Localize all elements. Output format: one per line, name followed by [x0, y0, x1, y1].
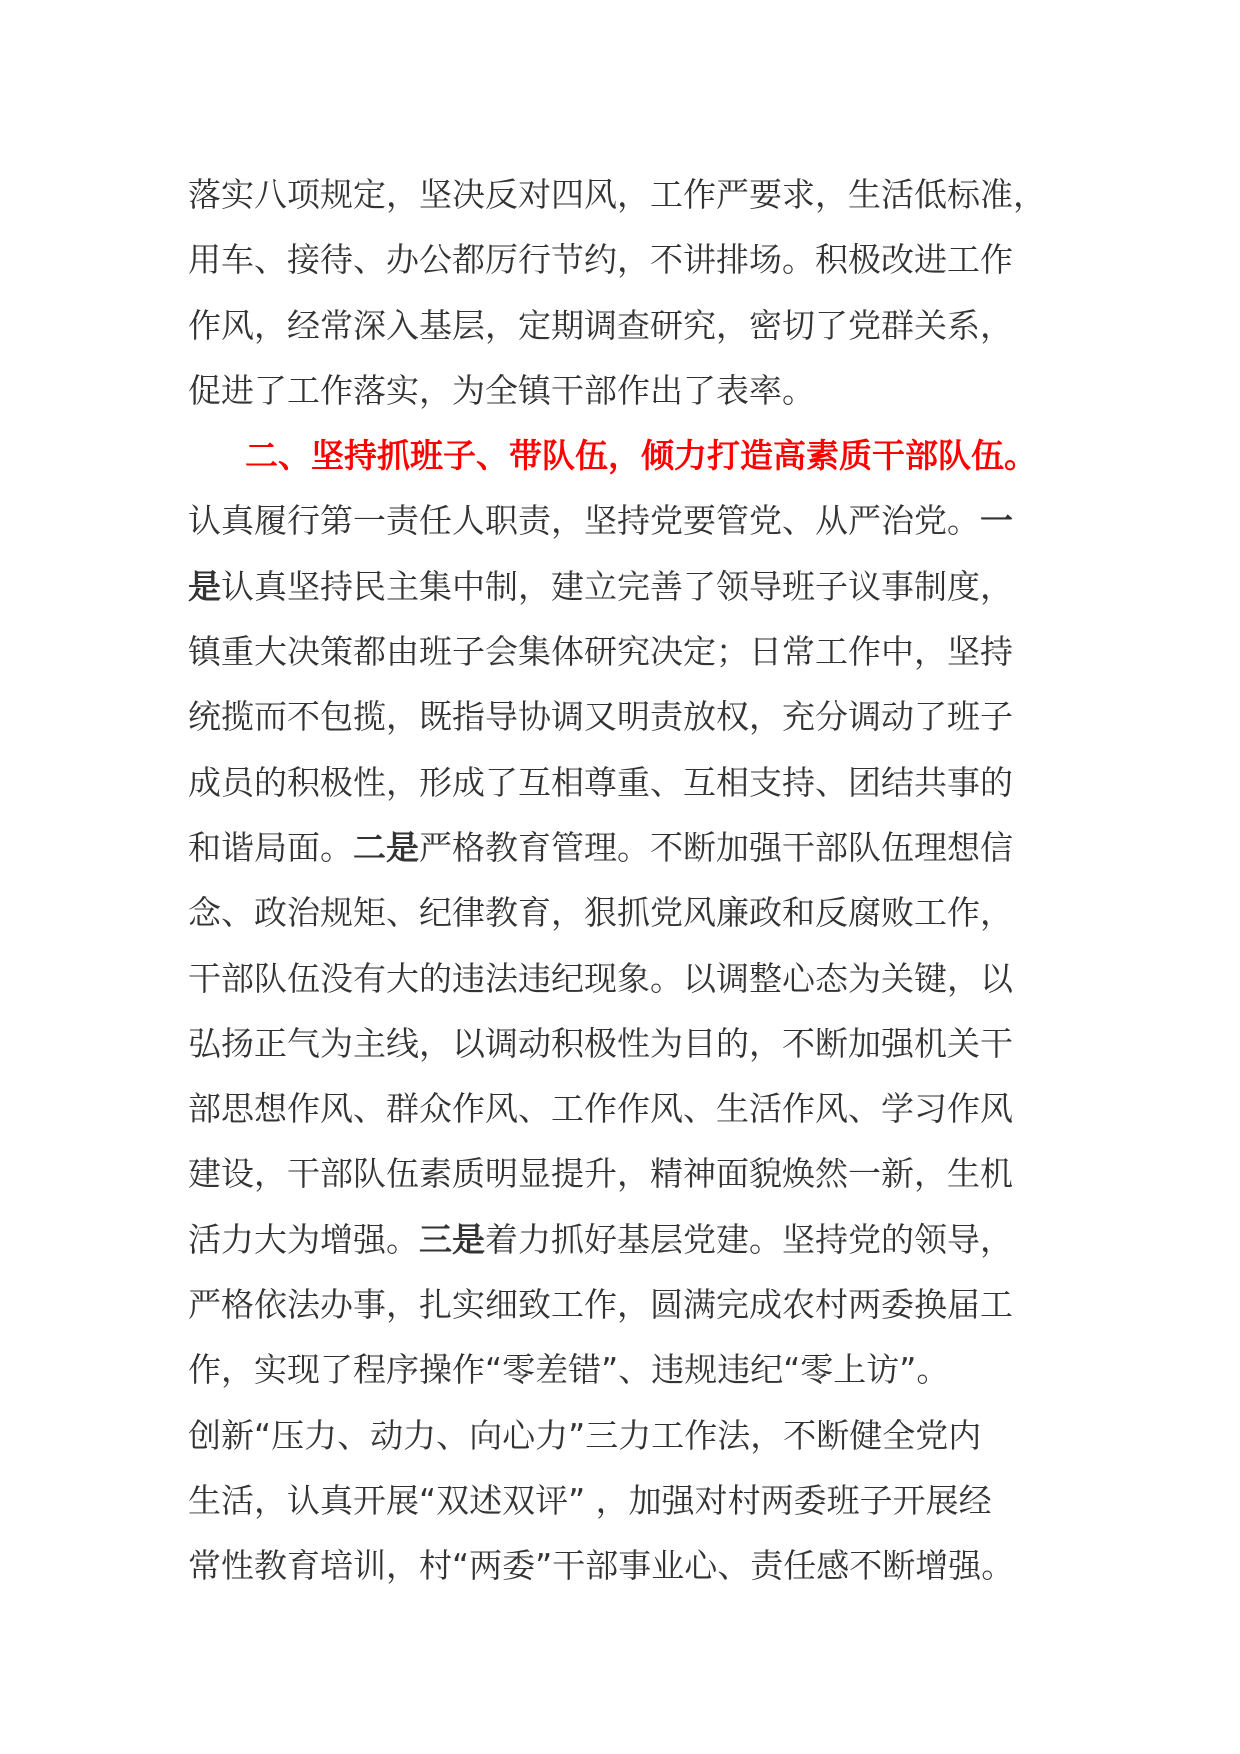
document-body [188, 162, 1068, 1599]
enumeration-marker: 是 [188, 566, 221, 606]
section-heading-text: 二、坚持抓班子、带队伍，倾力打造高素质干部队伍。 [245, 436, 1037, 476]
text-line [188, 227, 1068, 292]
text-run: 常性教育培训，村“两委”干部事业心、责任感不断增强。 [188, 1546, 1015, 1586]
text-line [188, 1403, 1068, 1468]
text-run: 生活，认真开展“双述双评” ，加强对村两委班子开展经 [188, 1480, 992, 1520]
text-line [188, 488, 1068, 553]
text-line [188, 750, 1068, 815]
text-run: 念、政治规矩、纪律教育，狠抓党风廉政和反腐败工作， [188, 893, 1013, 933]
text-run: 活力大为增强。 [188, 1219, 419, 1259]
enumeration-marker: 二是 [353, 827, 419, 867]
text-run: 统揽而不包揽，既指导协调又明责放权，充分调动了班子 [188, 697, 1013, 737]
text-run: 促进了工作落实，为全镇干部作出了表率。 [188, 370, 815, 410]
text-line [188, 1076, 1068, 1141]
text-line [188, 358, 1068, 423]
text-run: 认真坚持民主集中制，建立完善了领导班子议事制度， [221, 566, 1013, 606]
text-run: 认真履行第一责任人职责，坚持党要管党、从严治党。 [188, 501, 980, 541]
text-run: 建设，干部队伍素质明显提升，精神面貌焕然一新，生机 [188, 1154, 1013, 1194]
text-run: 和谐局面。 [188, 827, 353, 867]
text-line [188, 1337, 1068, 1402]
text-run: 严格教育管理。不断加强干部队伍理想信 [419, 827, 1013, 867]
text-line [188, 619, 1068, 684]
text-run: 弘扬正气为主线，以调动积极性为目的，不断加强机关干 [188, 1023, 1013, 1063]
text-line [188, 946, 1068, 1011]
text-run: 成员的积极性，形成了互相尊重、互相支持、团结共事的 [188, 762, 1013, 802]
text-line [188, 1141, 1068, 1206]
section-heading [188, 423, 1068, 488]
text-run: 作，实现了程序操作“零差错”、违规违纪“零上访”。 [188, 1350, 950, 1390]
text-line [188, 1533, 1068, 1598]
text-run: 用车、接待、办公都厉行节约，不讲排场。积极改进工作 [188, 240, 1013, 280]
text-line [188, 1272, 1068, 1337]
enumeration-marker: 一 [980, 501, 1013, 541]
text-run: 作风，经常深入基层，定期调查研究，密切了党群关系， [188, 305, 1013, 345]
text-run: 着力抓好基层党建。坚持党的领导， [485, 1219, 1013, 1259]
text-line [188, 554, 1068, 619]
text-line [188, 1468, 1068, 1533]
text-line [188, 684, 1068, 749]
text-run: 部思想作风、群众作风、工作作风、生活作风、学习作风 [188, 1089, 1013, 1129]
text-run: 严格依法办事，扎实细致工作，圆满完成农村两委换届工 [188, 1285, 1013, 1325]
text-run: 创新“压力、动力、向心力”三力工作法，不断健全党内 [188, 1415, 982, 1455]
text-run: 干部队伍没有大的违法违纪现象。以调整心态为关键，以 [188, 958, 1013, 998]
text-line [188, 293, 1068, 358]
text-run: 落实八项规定，坚决反对四风，工作严要求，生活低标准， [188, 175, 1046, 214]
text-line [188, 815, 1068, 880]
text-line [188, 1011, 1068, 1076]
text-line [188, 880, 1068, 945]
text-line [188, 162, 1068, 227]
text-line [188, 1207, 1068, 1272]
enumeration-marker: 三是 [419, 1219, 485, 1259]
text-run: 镇重大决策都由班子会集体研究决定；日常工作中，坚持 [188, 632, 1013, 672]
